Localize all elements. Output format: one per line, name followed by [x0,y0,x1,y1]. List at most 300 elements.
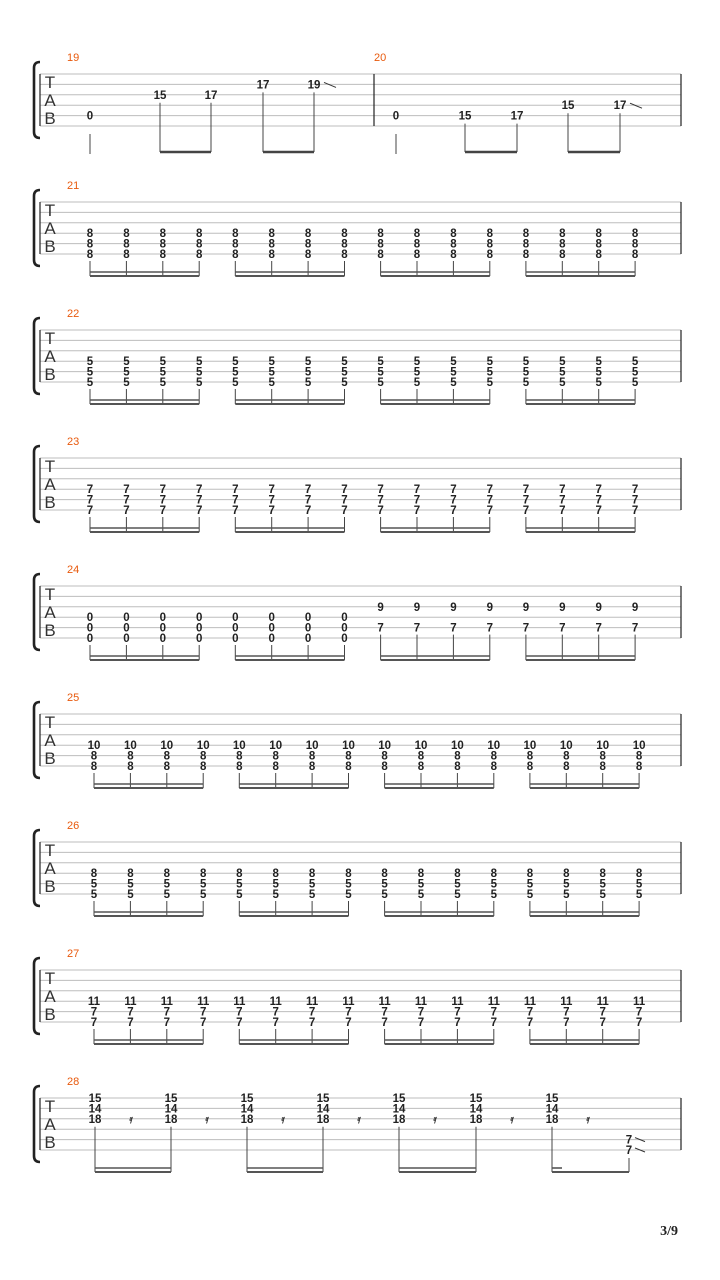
fret-number: 14 [545,1103,559,1116]
staff-row-9 [34,1076,681,1172]
fret-number: 7 [381,1017,388,1029]
fret-number: 5 [413,356,421,369]
staff-row-3 [34,308,681,404]
fret-number: 5 [236,878,243,891]
fret-number: 5 [159,377,167,389]
staff-row-2 [34,180,681,276]
fret-number: 8 [599,868,606,881]
measure-number: 19 [67,52,80,64]
fret-number: 5 [272,889,279,901]
fret-number: 0 [304,622,312,635]
fret-number: 5 [341,377,348,389]
fret-number: 8 [381,868,388,881]
sixteenth-rest-icon: 𝄿 [357,1113,361,1126]
fret-number: 0 [195,622,203,635]
fret-number: 5 [635,878,643,891]
tab-clef-a: A [44,91,56,110]
fret-number: 8 [272,868,279,881]
fret-number: 7 [486,622,494,635]
fret-number: 7 [381,1006,388,1019]
fret-number: 7 [559,484,566,497]
fret-number: 5 [90,878,98,891]
tab-clef-t: T [44,73,56,92]
fret-number: 8 [486,238,494,251]
fret-number: 10 [342,740,355,753]
fret-number: 5 [195,366,203,379]
fret-number: 8 [635,868,643,881]
fret-number: 7 [563,1006,570,1019]
fret-number: 10 [160,740,174,753]
fret-number: 5 [199,889,207,901]
fret-number: 8 [268,238,275,251]
tab-clef-a: A [44,1115,56,1134]
fret-number: 17 [613,100,627,113]
fret-number: 7 [236,1017,243,1029]
fret-number: 7 [454,1017,461,1029]
fret-number: 5 [595,377,602,389]
fret-number: 7 [268,484,275,497]
fret-number: 8 [341,249,348,261]
fret-number: 8 [268,228,275,241]
fret-number: 7 [486,505,494,517]
fret-number: 5 [563,878,570,891]
fret-number: 8 [268,249,275,261]
fret-number: 7 [159,494,167,507]
system-bracket [34,1086,40,1162]
fret-number: 0 [232,612,239,625]
fret-number: 18 [392,1113,406,1126]
fret-number: 7 [631,494,639,507]
fret-number: 8 [272,761,279,773]
tab-clef-a: A [44,347,56,366]
fret-number: 8 [90,750,98,763]
measure-number: 21 [67,180,80,192]
measure-number: 27 [67,948,80,960]
tab-clef-t: T [44,969,56,988]
fret-number: 8 [272,750,279,763]
fret-number: 11 [306,996,319,1009]
fret-number: 17 [256,79,270,92]
fret-number: 8 [123,238,130,251]
fret-number: 5 [304,366,312,379]
fret-number: 15 [458,110,472,123]
fret-number: 7 [526,1017,534,1029]
fret-number: 11 [414,996,428,1009]
fret-number: 9 [450,601,457,614]
fret-number: 5 [631,377,639,389]
fret-number: 8 [199,761,207,773]
fret-number: 5 [599,878,606,891]
fret-number: 8 [159,238,167,251]
fret-number: 0 [123,633,130,645]
fret-number: 7 [490,1006,498,1019]
fret-number: 7 [413,622,421,635]
fret-number: 11 [124,996,137,1009]
fret-number: 7 [90,1006,98,1019]
fret-number: 5 [631,356,639,369]
fret-number: 8 [526,761,534,773]
fret-number: 8 [90,761,98,773]
fret-number: 0 [123,612,130,625]
fret-number: 8 [377,249,384,261]
sixteenth-rest-icon: 𝄿 [205,1113,209,1126]
tab-clef-b: B [44,1005,56,1024]
system-bracket [34,446,40,522]
tab-clef-t: T [44,329,56,348]
fret-number: 7 [522,484,530,497]
fret-number: 7 [345,1006,352,1019]
staff-row-4 [34,436,681,532]
fret-number: 7 [631,484,639,497]
fret-number: 10 [269,740,283,753]
fret-number: 8 [413,249,421,261]
fret-number: 7 [268,494,275,507]
fret-number: 8 [123,249,130,261]
fret-number: 7 [127,1017,134,1029]
fret-number: 7 [195,484,203,497]
fret-number: 14 [88,1103,102,1116]
fret-number: 0 [268,633,275,645]
fret-number: 8 [563,761,570,773]
fret-number: 7 [127,1006,134,1019]
fret-number: 5 [450,377,457,389]
fret-number: 7 [195,505,203,517]
fret-number: 7 [199,1017,207,1029]
fret-number: 8 [595,238,602,251]
fret-number: 8 [90,868,98,881]
fret-number: 7 [595,494,602,507]
tab-clef-b: B [44,1133,56,1152]
fret-number: 5 [341,366,348,379]
fret-number: 5 [268,366,275,379]
fret-number: 8 [631,228,639,241]
tab-clef-b: B [44,877,56,896]
fret-number: 7 [232,484,239,497]
fret-number: 8 [195,228,203,241]
fret-number: 7 [559,494,566,507]
fret-number: 0 [304,633,312,645]
fret-number: 5 [631,366,639,379]
fret-number: 7 [635,1017,643,1029]
fret-number: 7 [236,1006,243,1019]
fret-number: 8 [127,868,134,881]
fret-number: 7 [199,1006,207,1019]
fret-number: 15 [153,89,167,102]
fret-number: 7 [625,1134,633,1147]
fret-number: 14 [240,1103,254,1116]
fret-number: 18 [164,1113,178,1126]
fret-number: 5 [308,889,316,901]
fret-number: 14 [392,1103,406,1116]
fret-number: 5 [486,356,494,369]
fret-number: 8 [236,750,243,763]
fret-number: 7 [377,494,384,507]
tab-clef-t: T [44,201,56,220]
fret-number: 7 [486,484,494,497]
fret-number: 7 [450,494,457,507]
fret-number: 7 [304,484,312,497]
fret-number: 5 [381,878,388,891]
fret-number: 5 [236,889,243,901]
fret-number: 14 [164,1103,178,1116]
tab-clef-b: B [44,365,56,384]
fret-number: 15 [240,1093,254,1105]
fret-number: 5 [381,889,388,901]
sixteenth-rest-icon: 𝄿 [129,1113,133,1126]
fret-number: 10 [305,740,319,753]
measure-number: 25 [67,692,80,704]
tab-clef-a: A [44,603,56,622]
sixteenth-rest-icon: 𝄿 [281,1113,285,1126]
fret-number: 7 [486,494,494,507]
fret-number: 7 [450,484,457,497]
tab-clef-b: B [44,109,56,128]
fret-number: 8 [86,228,94,241]
fret-number: 5 [232,366,239,379]
fret-number: 8 [486,249,494,261]
fret-number: 15 [469,1093,483,1105]
fret-number: 8 [417,868,425,881]
system-bracket [34,318,40,394]
fret-number: 5 [454,889,461,901]
staff-row-1 [34,52,681,154]
fret-number: 7 [522,494,530,507]
fret-number: 7 [159,484,167,497]
fret-number: 7 [522,622,530,635]
fret-number: 7 [417,1017,425,1029]
fret-number: 8 [86,238,94,251]
fret-number: 8 [450,249,457,261]
fret-number: 5 [526,889,534,901]
fret-number: 0 [341,622,348,635]
measure-number: 28 [67,1076,80,1088]
fret-number: 7 [341,494,348,507]
fret-number: 7 [595,505,602,517]
fret-number: 7 [377,505,384,517]
fret-number: 5 [559,366,566,379]
tab-clef-t: T [44,585,56,604]
tab-clef-a: A [44,475,56,494]
fret-number: 0 [86,633,94,645]
fret-number: 8 [163,761,171,773]
fret-number: 7 [631,622,639,635]
system-bracket [34,190,40,266]
fret-number: 7 [413,505,421,517]
fret-number: 18 [545,1113,559,1126]
fret-number: 7 [90,1017,98,1029]
fret-number: 5 [413,377,421,389]
measure-number: 20 [374,52,387,64]
fret-number: 18 [316,1113,330,1126]
fret-number: 8 [123,228,130,241]
fret-number: 11 [269,996,282,1009]
tab-clef-t: T [44,841,56,860]
fret-number: 8 [163,868,171,881]
fret-number: 7 [123,494,130,507]
fret-number: 11 [87,996,101,1009]
fret-number: 7 [625,1145,633,1157]
fret-number: 0 [86,110,94,123]
fret-number: 8 [377,238,384,251]
fret-number: 8 [381,750,388,763]
fret-number: 5 [232,356,239,369]
fret-number: 8 [490,868,498,881]
measure-number: 22 [67,308,80,320]
fret-number: 7 [268,505,275,517]
fret-number: 8 [522,249,530,261]
fret-number: 7 [417,1006,425,1019]
fret-number: 5 [163,878,171,891]
fret-number: 7 [341,484,348,497]
fret-number: 8 [417,750,425,763]
page-number: 3/9 [660,1224,678,1239]
fret-number: 7 [559,622,566,635]
fret-number: 8 [559,249,566,261]
fret-number: 8 [304,228,312,241]
tab-clef-a: A [44,219,56,238]
fret-number: 8 [450,238,457,251]
fret-number: 7 [86,494,94,507]
fret-number: 8 [563,750,570,763]
fret-number: 7 [232,505,239,517]
fret-number: 8 [304,238,312,251]
fret-number: 5 [490,889,498,901]
fret-number: 8 [635,750,643,763]
fret-number: 5 [490,878,498,891]
fret-number: 7 [450,505,457,517]
sixteenth-rest-icon: 𝄿 [510,1113,514,1126]
fret-number: 7 [308,1006,316,1019]
fret-number: 5 [450,356,457,369]
fret-number: 5 [377,356,384,369]
fret-number: 7 [631,505,639,517]
fret-number: 10 [596,740,610,753]
fret-number: 5 [522,356,530,369]
fret-number: 10 [559,740,573,753]
fret-number: 15 [316,1093,330,1105]
fret-number: 7 [377,622,384,635]
fret-number: 7 [195,494,203,507]
fret-number: 5 [123,356,130,369]
fret-number: 11 [633,996,646,1009]
fret-number: 8 [522,238,530,251]
fret-number: 11 [378,996,391,1009]
fret-number: 8 [631,238,639,251]
fret-number: 5 [195,356,203,369]
fret-number: 5 [308,878,316,891]
fret-number: 5 [345,878,352,891]
fret-number: 5 [195,377,203,389]
fret-number: 9 [413,601,421,614]
fret-number: 18 [240,1113,254,1126]
fret-number: 5 [522,366,530,379]
fret-number: 8 [232,238,239,251]
fret-number: 7 [522,505,530,517]
fret-number: 10 [196,740,210,753]
fret-number: 11 [487,996,500,1009]
fret-number: 5 [272,878,279,891]
fret-number: 8 [599,750,606,763]
fret-number: 11 [523,996,536,1009]
fret-number: 8 [345,761,352,773]
fret-number: 8 [308,761,316,773]
fret-number: 5 [595,366,602,379]
fret-number: 0 [304,612,312,625]
system-bracket [34,830,40,906]
fret-number: 17 [204,89,218,102]
fret-number: 7 [599,1017,606,1029]
fret-number: 5 [526,878,534,891]
fret-number: 5 [86,356,94,369]
fret-number: 10 [124,740,137,753]
fret-number: 11 [233,996,246,1009]
fret-number: 5 [123,377,130,389]
tab-clef-b: B [44,493,56,512]
fret-number: 8 [345,868,352,881]
fret-number: 0 [195,633,203,645]
fret-number: 5 [559,377,566,389]
fret-number: 5 [413,366,421,379]
fret-number: 5 [345,889,352,901]
measure-number: 24 [67,564,80,576]
fret-number: 7 [563,1017,570,1029]
fret-number: 8 [559,228,566,241]
fret-number: 11 [451,996,464,1009]
fret-number: 0 [86,612,94,625]
fret-number: 8 [413,238,421,251]
fret-number: 10 [414,740,428,753]
fret-number: 8 [454,761,461,773]
fret-number: 9 [631,601,639,614]
fret-number: 5 [417,878,425,891]
fret-number: 8 [304,249,312,261]
fret-number: 7 [413,494,421,507]
fret-number: 8 [490,750,498,763]
fret-number: 8 [454,750,461,763]
fret-number: 7 [272,1006,279,1019]
fret-number: 8 [595,249,602,261]
fret-number: 18 [88,1113,102,1126]
fret-number: 5 [486,366,494,379]
fret-number: 8 [599,761,606,773]
fret-number: 9 [486,601,494,614]
fret-number: 8 [199,750,207,763]
staff-row-7 [34,820,681,916]
staff-row-5 [34,564,681,660]
fret-number: 8 [522,228,530,241]
fret-number: 11 [596,996,609,1009]
fret-number: 5 [377,366,384,379]
fret-number: 0 [159,622,167,635]
tab-clef-a: A [44,731,56,750]
staff-row-6 [34,692,681,788]
fret-number: 8 [345,750,352,763]
fret-number: 7 [159,505,167,517]
fret-number: 8 [127,750,134,763]
fret-number: 10 [87,740,101,753]
fret-number: 14 [469,1103,483,1116]
fret-number: 7 [304,505,312,517]
fret-number: 9 [522,601,530,614]
fret-number: 5 [123,366,130,379]
fret-number: 5 [377,377,384,389]
fret-number: 5 [90,889,98,901]
tab-clef-a: A [44,987,56,1006]
fret-number: 10 [487,740,501,753]
fret-number: 8 [86,249,94,261]
fret-number: 9 [377,601,384,614]
fret-number: 8 [417,761,425,773]
